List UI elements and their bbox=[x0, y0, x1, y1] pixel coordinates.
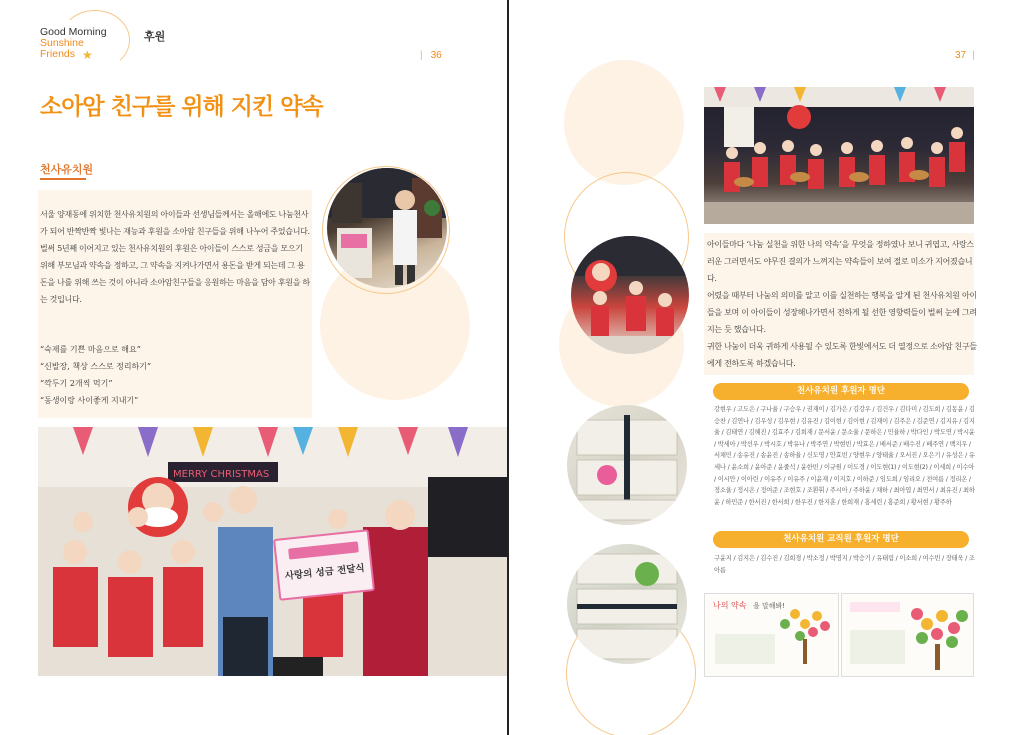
brand-line-1: Good Morning bbox=[40, 26, 107, 38]
paragraph: 벌써 5년째 이어지고 있는 천사유치원의 후원은 아이들이 스스로 성금을 모으기 위해 부모님과 약속을 정하고, 그 약속을 지켜나가면서 용돈을 받게 되는데 그 용돈을 나를 위해 쓰는 것이 아니라 소아암친구들을 응원하는 마음을 담아 후원을 하는 것입니다. bbox=[40, 244, 310, 304]
promise-card-artwork bbox=[704, 593, 839, 677]
paragraph: 귀한 나눔이 더욱 귀하게 사용될 수 있도록 한빛에서도 더 열정으로 소아암 친구들에게 전하도록 하겠습니다. bbox=[707, 342, 977, 368]
card-subheading: 을 말해봐! bbox=[753, 602, 786, 610]
promise-quotes bbox=[40, 341, 151, 409]
promise-card-artwork bbox=[841, 593, 974, 677]
donation-ceremony-photo bbox=[38, 427, 507, 676]
children-santa-photo bbox=[571, 236, 689, 354]
right-page bbox=[509, 0, 1016, 735]
brand-line-3: Friends bbox=[40, 48, 76, 60]
sign-header-bar bbox=[288, 541, 359, 559]
staff-donor-list-title: 천사유치원 교직원 후원자 명단 bbox=[713, 531, 969, 548]
section-label: 후원 bbox=[144, 30, 166, 43]
gift-box-photo bbox=[567, 544, 687, 664]
students-donor-list-title: 천사유치원 후원자 명단 bbox=[713, 383, 969, 400]
star-icon: ★ bbox=[82, 48, 93, 62]
guitar-performance-photo bbox=[704, 87, 974, 224]
teacher-photo bbox=[327, 168, 447, 288]
article-title: 소아암 친구를 위해 지킨 약속 bbox=[40, 94, 323, 120]
staff-donor-names: 구윤지 / 김지은 / 김수진 / 김희경 / 박소정 / 박명지 / 박승기 / 유태림 / 이소희 / 여수빈 / 장태욱 / 조아름 bbox=[714, 555, 975, 574]
paragraph: 어렸을 때부터 나눔의 의미를 알고 이를 실천하는 행복을 알게 된 천사유치원 아이들을 보며 이 아이들이 성장해나가면서 전하게 될 선한 영향력들이 벌써 눈에 그려지는 듯 했습니다. bbox=[707, 291, 977, 334]
quote-item: “깍두기 2개씩 먹기” bbox=[40, 379, 113, 388]
left-page bbox=[0, 0, 507, 735]
quote-item: “동생이랑 사이좋게 지내기” bbox=[40, 396, 139, 405]
donation-sign bbox=[273, 529, 375, 601]
quote-item: “신발장, 책상 스스로 정리하기” bbox=[40, 362, 152, 371]
article-body bbox=[40, 206, 312, 308]
sign-text: 사랑의 성금 전달식 bbox=[284, 562, 366, 583]
brand-line-2: Sunshine bbox=[40, 37, 84, 49]
card-heading: 나의 약속 bbox=[713, 601, 747, 610]
article-body-continued bbox=[707, 236, 977, 372]
paragraph: 서울 양재동에 위치한 천사유치원의 아이들과 선생님들께서는 올해에도 나눔천사가 되어 반짝반짝 빛나는 재능과 후원을 소아암 친구들을 위해 나누어 주었습니다. bbox=[40, 210, 310, 236]
paragraph: 아이들마다 ‘나눔 실천을 위한 나의 약속’을 무엇을 정하였나 보니 귀엽고, 사랑스러운 그러면서도 야무진 결의가 느껴지는 약속들이 보여 절로 미소가 지어졌습니다. bbox=[707, 240, 974, 283]
subhead-underline bbox=[40, 178, 86, 180]
kindergarten-subhead: 천사유치원 bbox=[40, 163, 94, 176]
page-number-right: 37 | bbox=[955, 50, 975, 61]
page-number-left: | 36 bbox=[420, 50, 442, 61]
brand-logo bbox=[40, 27, 107, 60]
circle-decoration bbox=[564, 60, 684, 185]
quote-item: “숙제를 기쁜 마음으로 해요” bbox=[40, 345, 141, 354]
banner-text: MERRY CHRISTMAS bbox=[173, 469, 270, 480]
students-donor-names: 강현우 / 고도은 / 구나율 / 구승우 / 권재이 / 김가은 / 김강우 / 김건우 / 김다미 / 김도희 / 김동윤 / 김승찬 / 김연나 / 김우성 / 김우현 / 김유진 / 김이현 / 김이현 / 김재이 / 김주은 / 김준연 / 김지유 / 김지율 / 김태연 / 김혜진 / 김효주 / 김희재 / 문서윤 / 문소율 / 문하은 / 민율하 / 박다인 / 박도연 / 박시윤 / 박세아 / 박선우 / 박시호 / 박유나 / 박주연 / 박현빈 / 박효은 / 배서준 / 배수진 / 배주연 / 백지우 / 서채민 / 송유진 / 송윤진 / 송하율 / 신도영 / 안효빈 / 양현우 / 양태율 / 오서진 / 오은기 / 유성은 / 유세나 / 윤소희 / 윤아준 / 윤줄석 / 윤한빈 / 이규원 / 이도경 / 이도현(1) / 이도현(2) / 이세희 / 이수아 / 이시안 / 이아린 / 이유주 / 이유주 / 이윤재 / 이지호 / 이하준 / 임도희 / 임리오 / 전여름 / 정리온 / 정소율 / 정시온 / 정여준 / 조현호 / 조환휘 / 주시아 / 주하윤 / 채하 / 최아엽 / 최연서 / 최유진 / 최하윤 / 하민준 / 한서진 / 한서희 / 한우진 / 한지훈 / 한희재 / 홍세린 / 홍준희 / 황서현 / 황주하 bbox=[714, 406, 975, 506]
gift-box-photo bbox=[567, 405, 687, 525]
